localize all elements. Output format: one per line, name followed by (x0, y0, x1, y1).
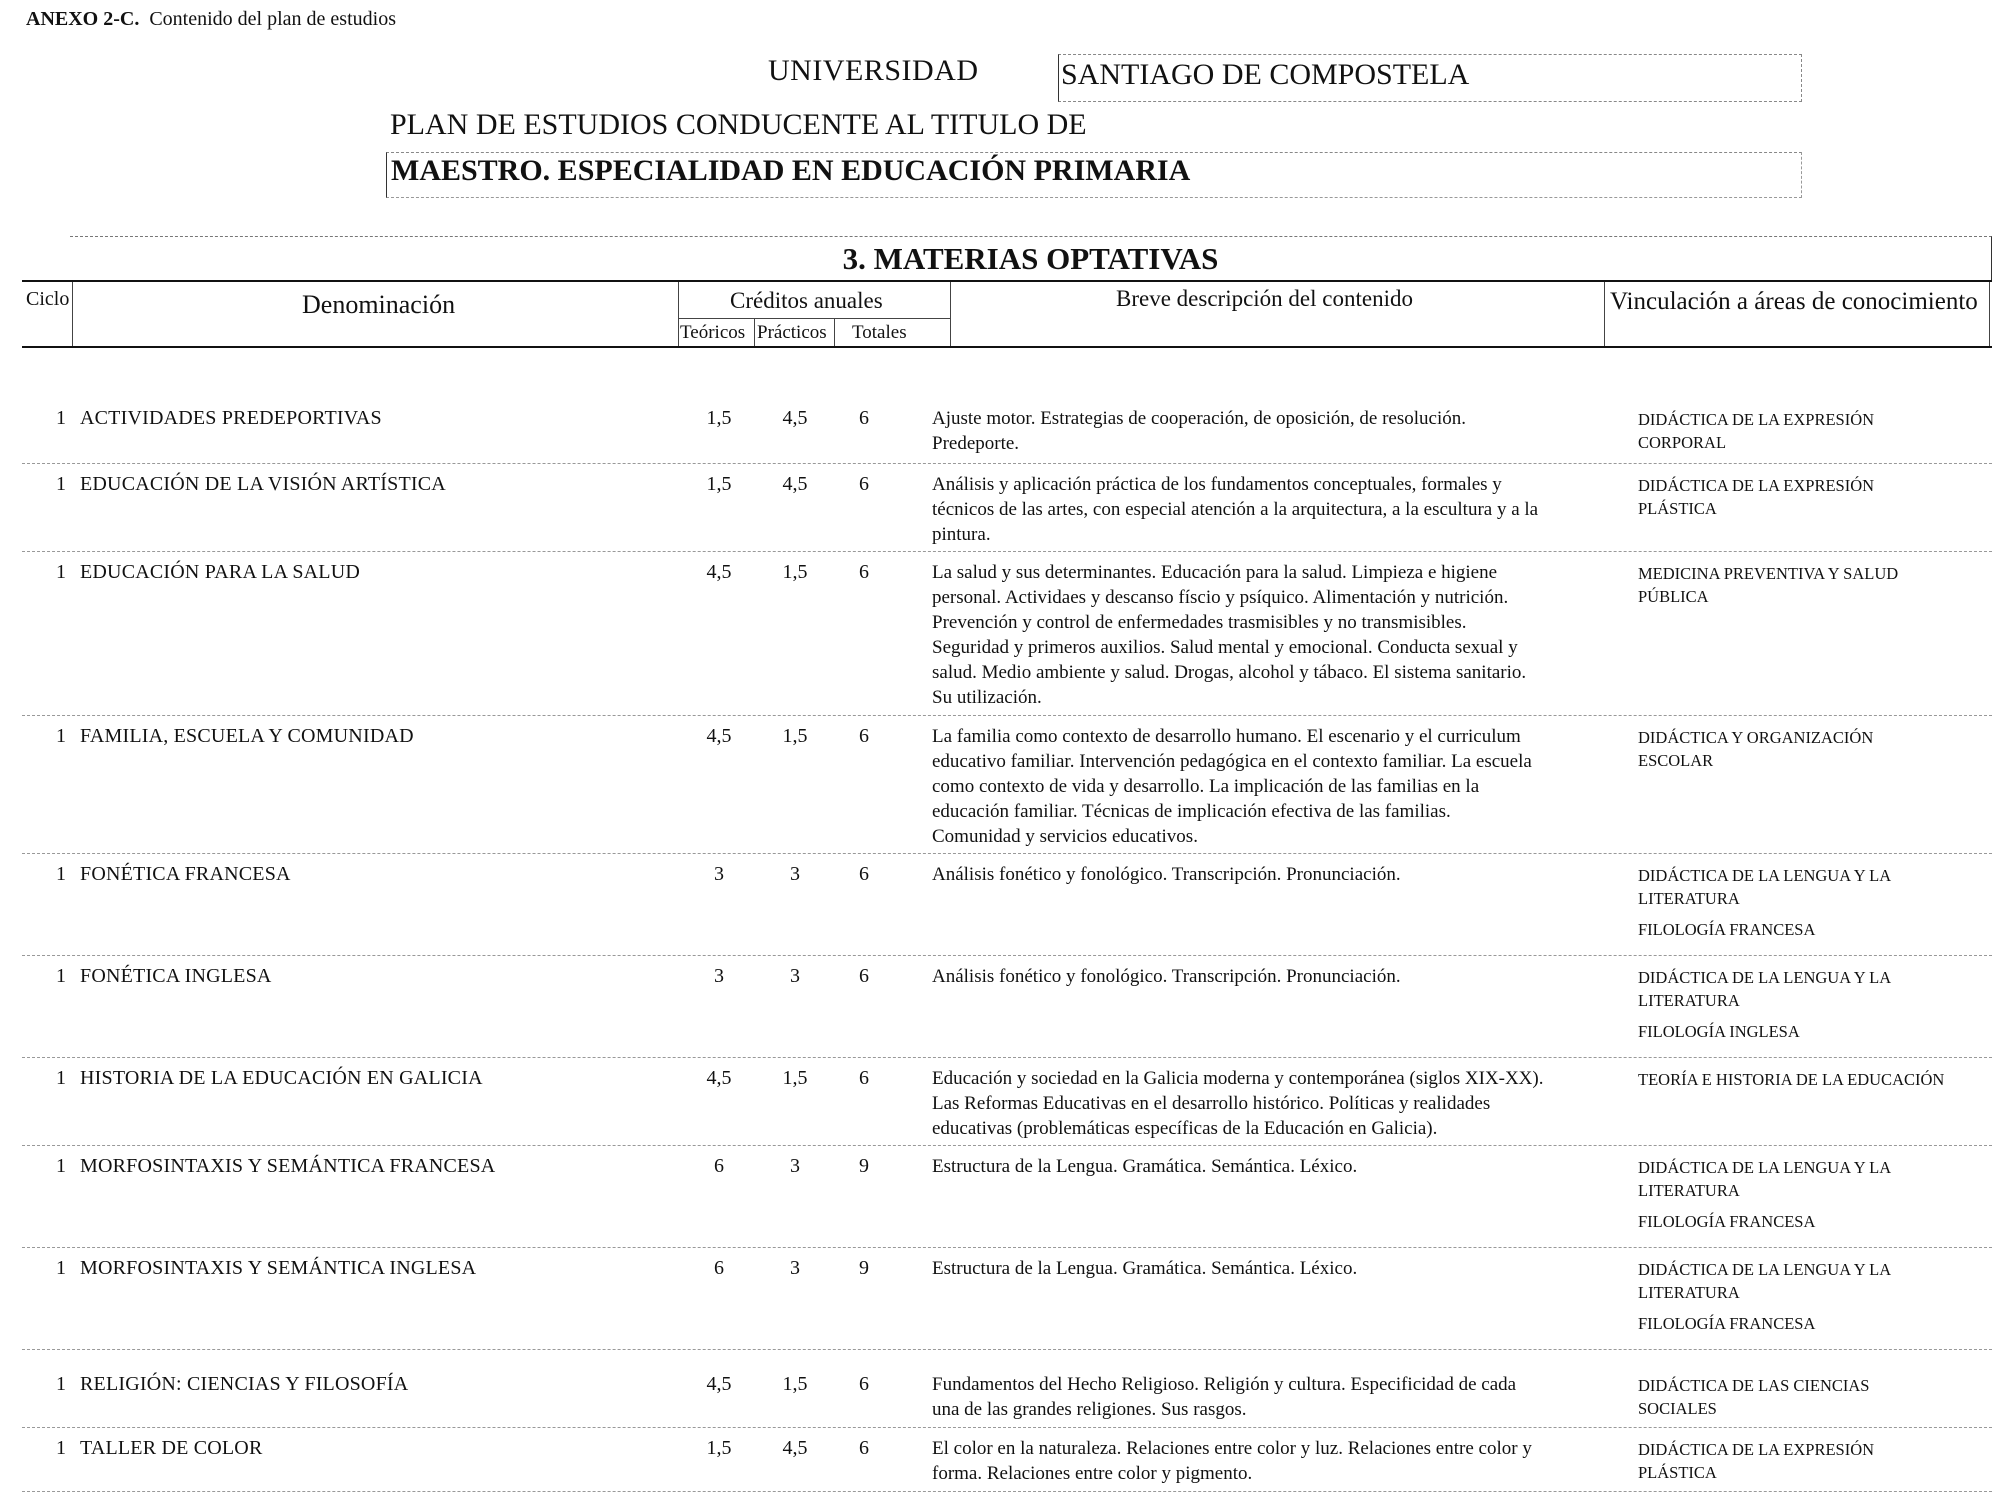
table-row (22, 1364, 1992, 1428)
cell-ciclo: 1 (56, 1257, 66, 1279)
knowledge-area-line: LITERATURA (1638, 991, 1740, 1010)
cell-practicos: 3 (790, 1257, 800, 1279)
description-line: El color en la naturaleza. Relaciones entre color y luz. Relaciones entre color y (932, 1438, 1532, 1459)
column-divider (678, 282, 679, 346)
annex-heading (26, 8, 396, 31)
knowledge-area-line: DIDÁCTICA DE LA LENGUA Y LA (1638, 1158, 1892, 1177)
description-line: salud. Medio ambiente y salud. Drogas, alcohol y tábaco. El sistema sanitario. (932, 662, 1527, 683)
knowledge-area-line: PLÁSTICA (1638, 499, 1717, 518)
cell-totales: 6 (859, 473, 869, 495)
knowledge-area-line: ESCOLAR (1638, 751, 1714, 770)
table-row (22, 464, 1992, 552)
header-vinculacion: Vinculación a áreas de conocimiento (1610, 288, 1978, 315)
cell-totales: 6 (859, 863, 869, 885)
description-line: personal. Actividaes y descanso físcio y psíquico. Alimentación y nutrición. (932, 587, 1509, 608)
knowledge-area-secondary: FILOLOGÍA FRANCESA (1638, 1314, 1816, 1333)
cell-practicos: 4,5 (782, 407, 808, 429)
cell-practicos: 3 (790, 863, 800, 885)
knowledge-area-line: DIDÁCTICA DE LA EXPRESIÓN (1638, 1440, 1875, 1459)
header-descripcion: Breve descripción del contenido (1116, 286, 1413, 311)
description-line: Estructura de la Lengua. Gramática. Semántica. Léxico. (932, 1156, 1358, 1177)
table-row (22, 398, 1992, 464)
cell-descripcion (932, 724, 1622, 849)
cell-descripcion (932, 472, 1622, 547)
cell-totales: 6 (859, 561, 869, 583)
cell-vinculacion (1638, 562, 1988, 608)
cell-practicos: 3 (790, 965, 800, 987)
knowledge-area-line: DIDÁCTICA DE LA LENGUA Y LA (1638, 866, 1892, 885)
description-line: Análisis fonético y fonológico. Transcripción. Pronunciación. (932, 864, 1401, 885)
knowledge-area-line: PLÁSTICA (1638, 1463, 1717, 1482)
plan-label: PLAN DE ESTUDIOS CONDUCENTE AL TITULO DE (390, 108, 1087, 141)
cell-totales: 6 (859, 725, 869, 747)
column-divider (1604, 282, 1605, 346)
cell-vinculacion (1638, 1374, 1988, 1420)
description-line: Las Reformas Educativas en el desarrollo histórico. Políticas y realidades (932, 1093, 1491, 1114)
knowledge-area-line: DIDÁCTICA DE LA EXPRESIÓN (1638, 410, 1875, 429)
cell-descripcion (932, 406, 1622, 456)
cell-descripcion (932, 1372, 1622, 1422)
knowledge-area-line: SOCIALES (1638, 1399, 1717, 1418)
header-teoricos: Teóricos (680, 322, 746, 343)
cell-vinculacion (1638, 474, 1988, 520)
table-header (22, 280, 1992, 348)
knowledge-area-line: DIDÁCTICA DE LAS CIENCIAS (1638, 1376, 1870, 1395)
description-line: La familia como contexto de desarrollo humano. El escenario y el curriculum (932, 726, 1521, 747)
cell-totales: 6 (859, 1067, 869, 1089)
description-line: La salud y sus determinantes. Educación para la salud. Limpieza e higiene (932, 562, 1498, 583)
cell-denominacion: MORFOSINTAXIS Y SEMÁNTICA INGLESA (80, 1257, 477, 1279)
cell-descripcion (932, 560, 1622, 710)
header-practicos: Prácticos (757, 322, 827, 343)
cell-denominacion: ACTIVIDADES PREDEPORTIVAS (80, 407, 382, 429)
cell-totales: 6 (859, 1437, 869, 1459)
table-row (22, 854, 1992, 956)
knowledge-area-line: PÚBLICA (1638, 587, 1709, 606)
cell-vinculacion (1638, 1438, 1988, 1484)
cell-ciclo: 1 (56, 1067, 66, 1089)
cell-teoricos: 1,5 (706, 473, 732, 495)
cell-vinculacion (1638, 1258, 1988, 1335)
cell-ciclo: 1 (56, 1437, 66, 1459)
cell-practicos: 1,5 (782, 1067, 808, 1089)
cell-teoricos: 4,5 (706, 1067, 732, 1089)
description-line: una de las grandes religiones. Sus rasgos. (932, 1399, 1247, 1420)
section-title: 3. MATERIAS OPTATIVAS (70, 236, 1992, 280)
knowledge-area-line: LITERATURA (1638, 1283, 1740, 1302)
description-line: Predeporte. (932, 433, 1020, 454)
column-divider (72, 282, 73, 346)
description-line: educación familiar. Técnicas de implicación efectiva de las familias. (932, 801, 1451, 822)
cell-denominacion: MORFOSINTAXIS Y SEMÁNTICA FRANCESA (80, 1155, 496, 1177)
description-line: forma. Relaciones entre color y pigmento. (932, 1463, 1253, 1484)
cell-vinculacion (1638, 1156, 1988, 1233)
table-row (22, 956, 1992, 1058)
cell-practicos: 1,5 (782, 561, 808, 583)
cell-vinculacion (1638, 408, 1988, 454)
description-line: Ajuste motor. Estrategias de cooperación, de oposición, de resolución. (932, 408, 1466, 429)
cell-practicos: 1,5 (782, 1373, 808, 1395)
cell-totales: 6 (859, 407, 869, 429)
header-denominacion: Denominación (302, 290, 456, 319)
university-name: SANTIAGO DE COMPOSTELA (1058, 54, 1802, 102)
table-row (22, 552, 1992, 716)
description-line: Estructura de la Lengua. Gramática. Semántica. Léxico. (932, 1258, 1358, 1279)
cell-descripcion (932, 862, 1622, 887)
university-label: UNIVERSIDAD (768, 54, 979, 87)
header-ciclo: Ciclo (26, 288, 70, 310)
cell-totales: 6 (859, 965, 869, 987)
degree-title: MAESTRO. ESPECIALIDAD EN EDUCACIÓN PRIMARIA (386, 152, 1802, 198)
knowledge-area-line: CORPORAL (1638, 433, 1727, 452)
cell-practicos: 3 (790, 1155, 800, 1177)
cell-ciclo: 1 (56, 725, 66, 747)
cell-ciclo: 1 (56, 965, 66, 987)
description-line: técnicos de las artes, con especial atención a la arquitectura, a la escultura y a la (932, 499, 1539, 520)
cell-teoricos: 4,5 (706, 561, 732, 583)
cell-vinculacion (1638, 864, 1988, 941)
cell-ciclo: 1 (56, 863, 66, 885)
cell-teoricos: 4,5 (706, 725, 732, 747)
description-line: Análisis y aplicación práctica de los fundamentos conceptuales, formales y (932, 474, 1502, 495)
knowledge-area-secondary: FILOLOGÍA FRANCESA (1638, 920, 1816, 939)
column-divider (1989, 282, 1990, 346)
knowledge-area-line: LITERATURA (1638, 1181, 1740, 1200)
cell-teoricos: 6 (714, 1257, 724, 1279)
knowledge-area-line: DIDÁCTICA DE LA LENGUA Y LA (1638, 1260, 1892, 1279)
cell-ciclo: 1 (56, 1155, 66, 1177)
knowledge-area-line: TEORÍA E HISTORIA DE LA EDUCACIÓN (1638, 1070, 1945, 1089)
cell-practicos: 4,5 (782, 473, 808, 495)
cell-teoricos: 3 (714, 965, 724, 987)
cell-denominacion: HISTORIA DE LA EDUCACIÓN EN GALICIA (80, 1067, 483, 1089)
description-line: Comunidad y servicios educativos. (932, 826, 1198, 847)
cell-totales: 6 (859, 1373, 869, 1395)
cell-denominacion: FONÉTICA FRANCESA (80, 863, 291, 885)
cell-teoricos: 3 (714, 863, 724, 885)
cell-teoricos: 1,5 (706, 407, 732, 429)
description-line: Seguridad y primeros auxilios. Salud mental y emocional. Conducta sexual y (932, 637, 1518, 658)
annex-text: Contenido del plan de estudios (149, 8, 396, 30)
cell-denominacion: FAMILIA, ESCUELA Y COMUNIDAD (80, 725, 414, 747)
cell-totales: 9 (859, 1155, 869, 1177)
column-divider (950, 282, 951, 346)
cell-vinculacion (1638, 1068, 1988, 1091)
cell-vinculacion (1638, 726, 1988, 772)
table-body (22, 398, 1992, 1492)
cell-teoricos: 1,5 (706, 1437, 732, 1459)
cell-practicos: 4,5 (782, 1437, 808, 1459)
subjects-table (22, 236, 1992, 1492)
knowledge-area-line: DIDÁCTICA Y ORGANIZACIÓN (1638, 728, 1874, 747)
cell-descripcion (932, 1154, 1622, 1179)
cell-ciclo: 1 (56, 561, 66, 583)
description-line: pintura. (932, 524, 991, 545)
cell-denominacion: FONÉTICA INGLESA (80, 965, 272, 987)
knowledge-area-line: LITERATURA (1638, 889, 1740, 908)
table-row (22, 1248, 1992, 1350)
description-line: educativo familiar. Intervención pedagógica en el contexto familiar. La escuela (932, 751, 1532, 772)
description-line: Fundamentos del Hecho Religioso. Religión y cultura. Especificidad de cada (932, 1374, 1517, 1395)
description-line: Prevención y control de enfermedades trasmisibles y no transmisibles. (932, 612, 1467, 633)
description-line: Su utilización. (932, 687, 1042, 708)
cell-descripcion (932, 1256, 1622, 1281)
table-row (22, 1058, 1992, 1146)
cell-denominacion: EDUCACIÓN DE LA VISIÓN ARTÍSTICA (80, 473, 446, 495)
knowledge-area-secondary: FILOLOGÍA INGLESA (1638, 1022, 1800, 1041)
description-line: Análisis fonético y fonológico. Transcripción. Pronunciación. (932, 966, 1401, 987)
cell-ciclo: 1 (56, 407, 66, 429)
cell-teoricos: 4,5 (706, 1373, 732, 1395)
description-line: educativas (problemáticas específicas de la Educación en Galicia). (932, 1118, 1438, 1139)
description-line: Educación y sociedad en la Galicia moderna y contemporánea (siglos XIX-XX). (932, 1068, 1544, 1089)
cell-descripcion (932, 1066, 1622, 1141)
header-creditos: Créditos anuales (730, 288, 883, 313)
description-line: como contexto de vida y desarrollo. La implicación de las familias en la (932, 776, 1480, 797)
cell-ciclo: 1 (56, 473, 66, 495)
knowledge-area-line: MEDICINA PREVENTIVA Y SALUD (1638, 564, 1899, 583)
table-row (22, 1428, 1992, 1492)
header-totales: Totales (852, 322, 907, 343)
cell-descripcion (932, 964, 1622, 989)
cell-totales: 9 (859, 1257, 869, 1279)
annex-code: ANEXO 2-C. (26, 8, 140, 30)
cell-practicos: 1,5 (782, 725, 808, 747)
table-row (22, 716, 1992, 854)
table-row (22, 1146, 1992, 1248)
cell-ciclo: 1 (56, 1373, 66, 1395)
cell-denominacion: RELIGIÓN: CIENCIAS Y FILOSOFÍA (80, 1373, 409, 1395)
cell-vinculacion (1638, 966, 1988, 1043)
cell-teoricos: 6 (714, 1155, 724, 1177)
cell-denominacion: TALLER DE COLOR (80, 1437, 263, 1459)
cell-denominacion: EDUCACIÓN PARA LA SALUD (80, 561, 361, 583)
cell-descripcion (932, 1436, 1622, 1486)
knowledge-area-secondary: FILOLOGÍA FRANCESA (1638, 1212, 1816, 1231)
knowledge-area-line: DIDÁCTICA DE LA LENGUA Y LA (1638, 968, 1892, 987)
knowledge-area-line: DIDÁCTICA DE LA EXPRESIÓN (1638, 476, 1875, 495)
